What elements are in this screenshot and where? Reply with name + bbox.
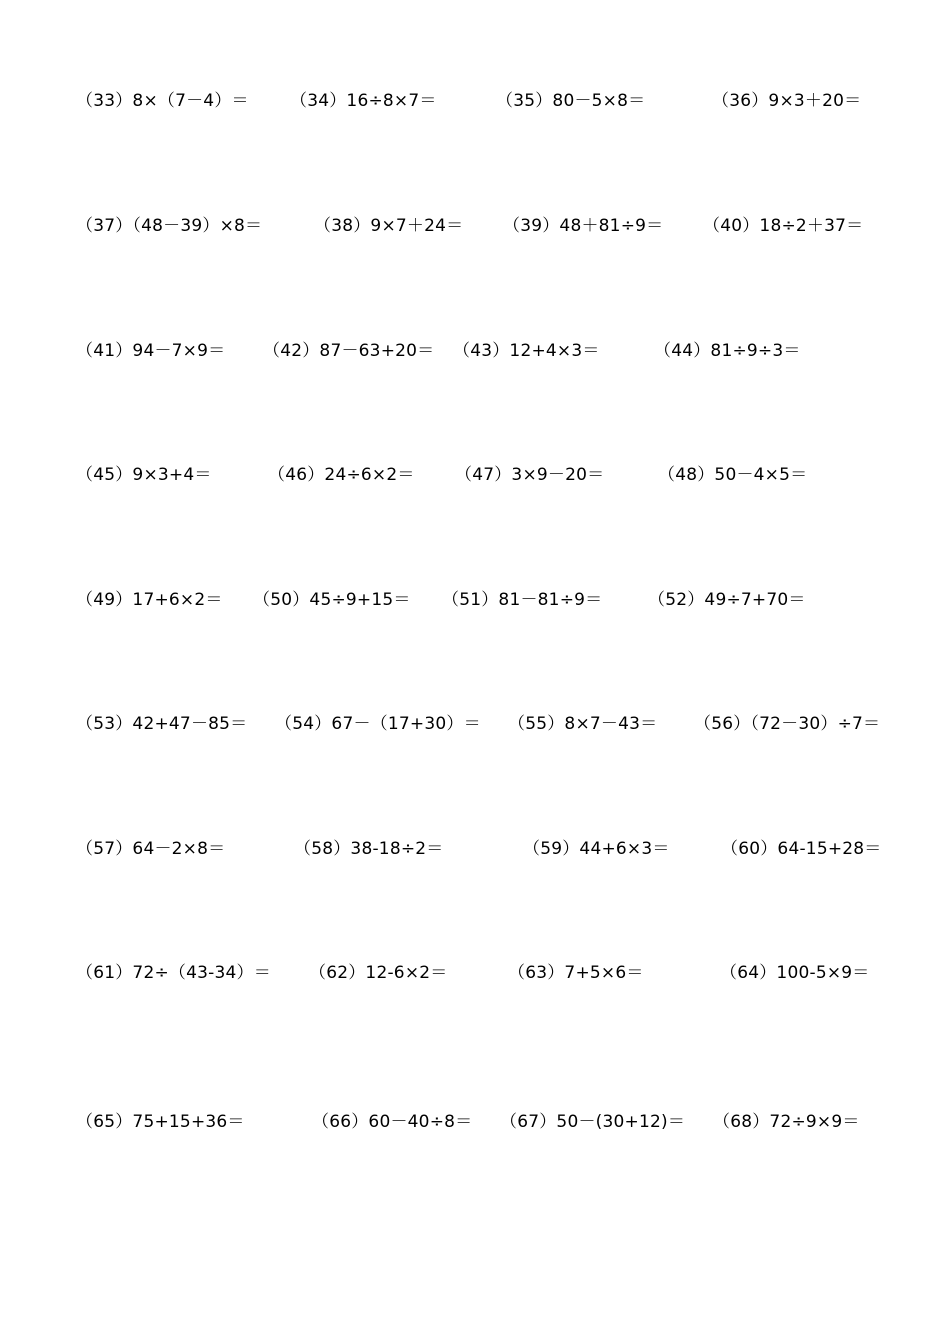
problem-row <box>0 215 950 245</box>
problem-row <box>0 962 950 992</box>
problem-38: （38）9×7＋24＝ <box>314 216 464 236</box>
problem-34: （34）16÷8×7＝ <box>290 91 437 111</box>
problem-52: （52）49÷7+70＝ <box>648 590 806 610</box>
problem-40: （40）18÷2＋37＝ <box>703 216 864 236</box>
problem-60: （60）64-15+28＝ <box>721 839 882 859</box>
problem-62: （62）12-6×2＝ <box>309 963 448 983</box>
problem-50: （50）45÷9+15＝ <box>253 590 411 610</box>
problem-46: （46）24÷6×2＝ <box>268 465 415 485</box>
problem-61: （61）72÷（43-34）＝ <box>76 963 271 983</box>
problem-row <box>0 713 950 743</box>
problem-row <box>0 1111 950 1141</box>
problem-47: （47）3×9－20＝ <box>455 465 605 485</box>
problem-57: （57）64－2×8＝ <box>76 839 226 859</box>
problem-43: （43）12+4×3＝ <box>453 341 600 361</box>
problem-row <box>0 464 950 494</box>
problem-55: （55）8×7－43＝ <box>508 714 658 734</box>
problem-68: （68）72÷9×9＝ <box>713 1112 860 1132</box>
problem-row <box>0 838 950 868</box>
problem-37: （37）（48－39）×8＝ <box>76 216 263 236</box>
problem-36: （36）9×3＋20＝ <box>712 91 862 111</box>
problem-56: （56）（72－30）÷7＝ <box>694 714 881 734</box>
problem-33: （33）8×（7－4）＝ <box>76 91 249 111</box>
problem-row <box>0 340 950 370</box>
problem-42: （42）87－63+20＝ <box>263 341 435 361</box>
problem-66: （66）60－40÷8＝ <box>312 1112 473 1132</box>
problem-45: （45）9×3+4＝ <box>76 465 212 485</box>
problem-54: （54）67－（17+30）＝ <box>275 714 481 734</box>
problem-row <box>0 589 950 619</box>
problem-65: （65）75+15+36＝ <box>76 1112 245 1132</box>
problem-59: （59）44+6×3＝ <box>523 839 670 859</box>
problem-49: （49）17+6×2＝ <box>76 590 223 610</box>
problem-58: （58）38-18÷2＝ <box>294 839 444 859</box>
problem-row <box>0 90 950 120</box>
problem-67: （67）50－(30+12)＝ <box>500 1112 686 1132</box>
problem-44: （44）81÷9÷3＝ <box>654 341 801 361</box>
problem-35: （35）80－5×8＝ <box>496 91 646 111</box>
problem-41: （41）94－7×9＝ <box>76 341 226 361</box>
problem-48: （48）50－4×5＝ <box>658 465 808 485</box>
problem-53: （53）42+47－85＝ <box>76 714 248 734</box>
problem-63: （63）7+5×6＝ <box>508 963 644 983</box>
problem-39: （39）48＋81÷9＝ <box>503 216 664 236</box>
problem-51: （51）81－81÷9＝ <box>442 590 603 610</box>
problem-64: （64）100-5×9＝ <box>720 963 870 983</box>
